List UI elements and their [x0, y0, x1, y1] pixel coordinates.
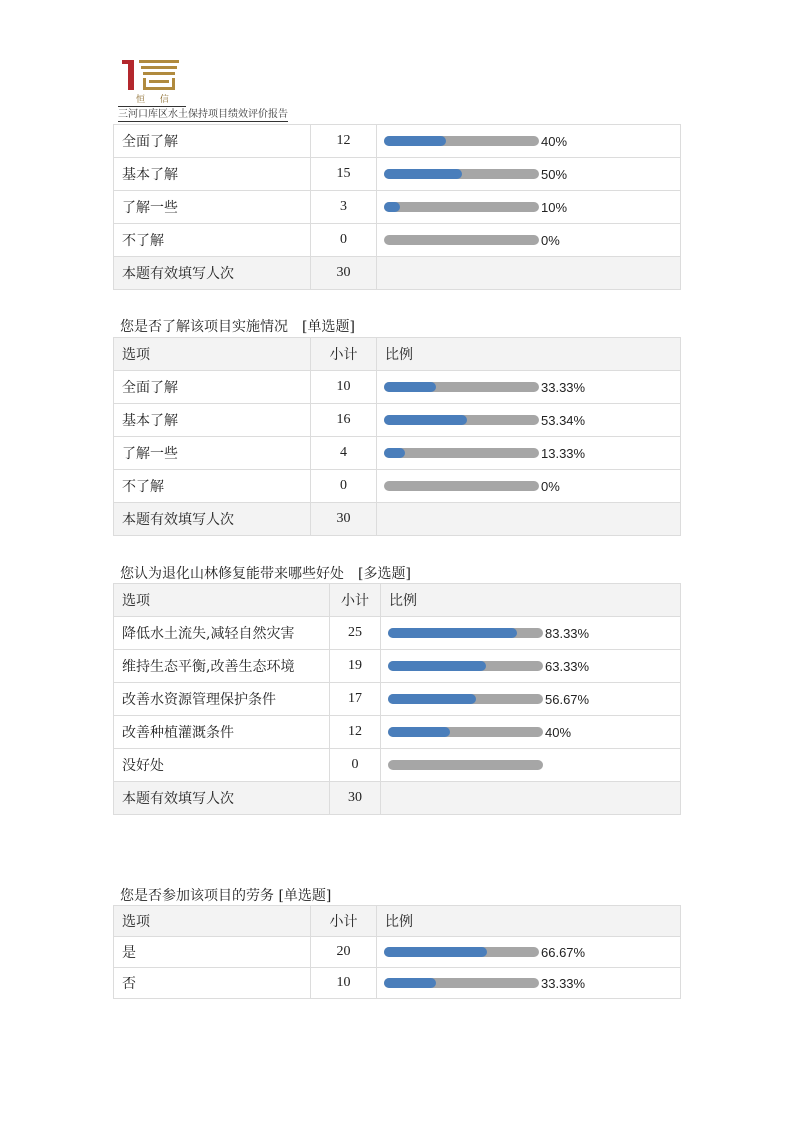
header-rule [118, 106, 186, 107]
progress-bar-fill [384, 947, 487, 957]
option-ratio-cell [381, 683, 681, 716]
table-row [114, 437, 681, 470]
total-empty-cell [377, 257, 681, 290]
progress-bar-fill [388, 661, 486, 671]
header-option: 选项 [114, 584, 330, 617]
progress-bar-track [388, 760, 543, 770]
question-title-implementation: 您是否了解该项目实施情况 [单选题] [120, 319, 355, 335]
progress-bar-track [388, 727, 543, 737]
progress-bar-track [388, 661, 543, 671]
progress-bar-track [384, 202, 539, 212]
option-ratio-cell [377, 158, 681, 191]
progress-bar-track [384, 947, 539, 957]
option-label: 基本了解 [114, 404, 311, 437]
progress-bar-track [384, 169, 539, 179]
header-count: 小计 [330, 584, 381, 617]
option-label: 降低水土流失,减轻自然灾害 [114, 617, 330, 650]
table-row [114, 224, 681, 257]
table-header-row [114, 584, 681, 617]
table-body [114, 338, 681, 536]
option-ratio-cell [377, 371, 681, 404]
option-label: 全面了解 [114, 371, 311, 404]
table-total-row [114, 257, 681, 290]
progress-bar-track [384, 415, 539, 425]
option-label: 否 [114, 968, 311, 999]
table-total-row [114, 503, 681, 536]
option-count: 3 [311, 191, 377, 224]
progress-bar-track [384, 235, 539, 245]
option-label: 不了解 [114, 224, 311, 257]
progress-bar-fill [384, 978, 436, 988]
option-label: 改善水资源管理保护条件 [114, 683, 330, 716]
option-ratio-cell [377, 404, 681, 437]
header-option: 选项 [114, 906, 311, 937]
option-ratio-cell [381, 617, 681, 650]
progress-bar-track [384, 481, 539, 491]
table-row [114, 650, 681, 683]
percentage-label: 0% [541, 232, 560, 248]
option-count: 0 [311, 470, 377, 503]
percentage-label: 40% [541, 133, 568, 149]
option-ratio-cell [381, 716, 681, 749]
table-row [114, 968, 681, 999]
progress-bar-track [388, 628, 543, 638]
percentage-label: 50% [541, 166, 568, 182]
progress-bar-fill [388, 694, 476, 704]
progress-bar-track [384, 978, 539, 988]
percentage-label: 33.33% [541, 975, 586, 991]
percentage-label: 63.33% [545, 658, 590, 674]
option-count: 19 [330, 650, 381, 683]
option-label: 基本了解 [114, 158, 311, 191]
results-table-benefits [113, 583, 681, 815]
results-table-labor [113, 905, 681, 999]
progress-bar-track [384, 136, 539, 146]
table-row [114, 191, 681, 224]
progress-bar-fill [388, 628, 517, 638]
option-label: 改善种植灌溉条件 [114, 716, 330, 749]
progress-bar-fill [384, 136, 446, 146]
option-ratio-cell [381, 749, 681, 782]
document-title: 三河口库区水土保持项目绩效评价报告 [118, 109, 288, 120]
option-count: 12 [311, 125, 377, 158]
option-count: 16 [311, 404, 377, 437]
progress-bar-fill [384, 415, 467, 425]
table-row [114, 371, 681, 404]
option-label: 是 [114, 937, 311, 968]
percentage-label: 13.33% [541, 445, 586, 461]
table-row [114, 470, 681, 503]
progress-bar-fill [384, 448, 405, 458]
table-header-row [114, 906, 681, 937]
percentage-label: 53.34% [541, 412, 586, 428]
option-count: 10 [311, 968, 377, 999]
table-row [114, 683, 681, 716]
total-label: 本题有效填写人次 [114, 782, 330, 815]
table-row [114, 404, 681, 437]
option-label: 维持生态平衡,改善生态环境 [114, 650, 330, 683]
progress-bar-fill [388, 727, 450, 737]
percentage-label: 33.33% [541, 379, 586, 395]
header-option: 选项 [114, 338, 311, 371]
total-count: 30 [311, 257, 377, 290]
option-ratio-cell [377, 470, 681, 503]
total-empty-cell [381, 782, 681, 815]
header-ratio: 比例 [377, 338, 681, 371]
option-count: 17 [330, 683, 381, 716]
table-row [114, 937, 681, 968]
table-body [114, 125, 681, 290]
table-body [114, 906, 681, 999]
option-ratio-cell [377, 437, 681, 470]
option-count: 10 [311, 371, 377, 404]
header-ratio: 比例 [381, 584, 681, 617]
percentage-label: 10% [541, 199, 568, 215]
total-count: 30 [330, 782, 381, 815]
option-count: 20 [311, 937, 377, 968]
table-row [114, 749, 681, 782]
option-count: 4 [311, 437, 377, 470]
total-empty-cell [377, 503, 681, 536]
logo-caption: 恒 信 [136, 95, 175, 105]
table-row [114, 617, 681, 650]
option-count: 0 [330, 749, 381, 782]
option-ratio-cell [377, 968, 681, 999]
table-total-row [114, 782, 681, 815]
total-count: 30 [311, 503, 377, 536]
total-label: 本题有效填写人次 [114, 503, 311, 536]
percentage-label: 40% [545, 724, 572, 740]
option-ratio-cell [377, 125, 681, 158]
header-ratio: 比例 [377, 906, 681, 937]
option-label: 不了解 [114, 470, 311, 503]
question-title-labor: 您是否参加该项目的劳务 [单选题] [120, 888, 332, 904]
option-label: 了解一些 [114, 191, 311, 224]
table-body [114, 584, 681, 815]
option-ratio-cell [377, 224, 681, 257]
table-row [114, 158, 681, 191]
percentage-label: 0% [541, 478, 560, 494]
percentage-label: 83.33% [545, 625, 590, 641]
progress-bar-track [384, 448, 539, 458]
option-label: 没好处 [114, 749, 330, 782]
option-ratio-cell [377, 191, 681, 224]
option-count: 25 [330, 617, 381, 650]
option-count: 12 [330, 716, 381, 749]
progress-bar-fill [384, 382, 436, 392]
progress-bar-fill [384, 202, 400, 212]
option-label: 了解一些 [114, 437, 311, 470]
percentage-label: 66.67% [541, 944, 586, 960]
progress-bar-fill [384, 169, 462, 179]
option-label: 全面了解 [114, 125, 311, 158]
header-count: 小计 [311, 906, 377, 937]
option-count: 15 [311, 158, 377, 191]
option-count: 0 [311, 224, 377, 257]
table-row [114, 125, 681, 158]
progress-bar-track [388, 694, 543, 704]
progress-bar-track [384, 382, 539, 392]
total-label: 本题有效填写人次 [114, 257, 311, 290]
percentage-label: 56.67% [545, 691, 590, 707]
header-count: 小计 [311, 338, 377, 371]
table-header-row [114, 338, 681, 371]
option-ratio-cell [381, 650, 681, 683]
option-ratio-cell [377, 937, 681, 968]
question-title-benefits: 您认为退化山林修复能带来哪些好处 [多选题] [120, 566, 411, 582]
results-table-awareness-continued [113, 124, 681, 290]
results-table-implementation [113, 337, 681, 536]
table-row [114, 716, 681, 749]
